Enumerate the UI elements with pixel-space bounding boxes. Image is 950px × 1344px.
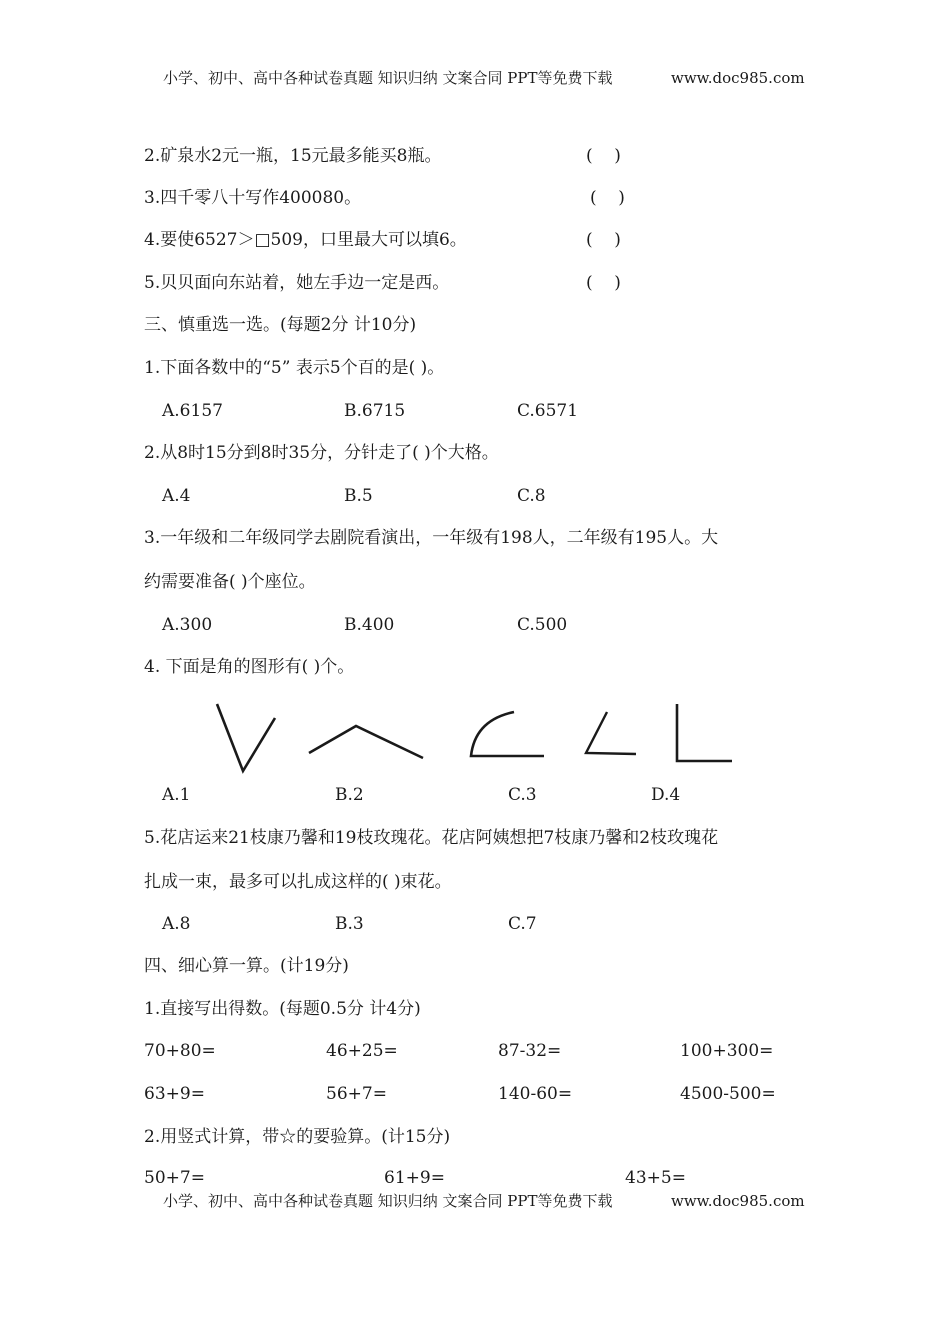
judge-question-3: 3.四千零八十写作400080。 bbox=[144, 188, 362, 208]
choice-question-1: 1.下面各数中的“5” 表示5个百的是( )。 bbox=[144, 358, 445, 378]
q4-option-c[interactable]: C.3 bbox=[508, 785, 537, 805]
vertical-calc-item: 43+5= bbox=[625, 1168, 686, 1188]
section-4-sub2-title: 2.用竖式计算，带☆的要验算。(计15分) bbox=[144, 1127, 451, 1147]
vertical-calc-item: 61+9= bbox=[384, 1168, 445, 1188]
calc-item: 140-60= bbox=[498, 1084, 573, 1104]
angle-figures bbox=[210, 698, 740, 778]
q1-option-a[interactable]: A.6157 bbox=[162, 401, 223, 421]
q5-option-a[interactable]: A.8 bbox=[162, 914, 191, 934]
page-header-url[interactable]: www.doc985.com bbox=[671, 69, 805, 87]
page-footer-url[interactable]: www.doc985.com bbox=[671, 1192, 805, 1210]
judge-answer-bracket-5[interactable]: ( ) bbox=[586, 273, 621, 293]
q2-option-a[interactable]: A.4 bbox=[162, 486, 191, 506]
choice-question-5-line2: 扎成一束，最多可以扎成这样的( )束花。 bbox=[144, 872, 452, 892]
figure-roof-angle bbox=[309, 726, 423, 758]
judge-question-5: 5.贝贝面向东站着，她左手边一定是西。 bbox=[144, 273, 450, 293]
q5-option-b[interactable]: B.3 bbox=[335, 914, 364, 934]
calc-item: 46+25= bbox=[326, 1041, 398, 1061]
figure-v-angle bbox=[217, 704, 275, 771]
calc-item: 70+80= bbox=[144, 1041, 216, 1061]
figure-curved-shape bbox=[471, 712, 544, 756]
q1-option-b[interactable]: B.6715 bbox=[344, 401, 406, 421]
page-footer-text: 小学、初中、高中各种试卷真题 知识归纳 文案合同 PPT等免费下载 bbox=[163, 1192, 613, 1210]
judge-answer-bracket-2[interactable]: ( ) bbox=[586, 146, 621, 166]
choice-question-3-line1: 3.一年级和二年级同学去剧院看演出，一年级有198人，二年级有195人。大 bbox=[144, 528, 719, 548]
section-4-sub1-title: 1.直接写出得数。(每题0.5分 计4分) bbox=[144, 999, 421, 1019]
calc-item: 63+9= bbox=[144, 1084, 205, 1104]
q4-option-a[interactable]: A.1 bbox=[162, 785, 191, 805]
calc-item: 4500-500= bbox=[680, 1084, 776, 1104]
choice-question-5-line1: 5.花店运来21枝康乃馨和19枝玫瑰花。花店阿姨想把7枝康乃馨和2枝玫瑰花 bbox=[144, 828, 719, 848]
q3-option-c[interactable]: C.500 bbox=[517, 615, 568, 635]
choice-question-3-line2: 约需要准备( )个座位。 bbox=[144, 572, 316, 592]
calc-item: 87-32= bbox=[498, 1041, 562, 1061]
calc-item: 100+300= bbox=[680, 1041, 774, 1061]
choice-question-4: 4. 下面是角的图形有( )个。 bbox=[144, 657, 355, 677]
judge-answer-bracket-4[interactable]: ( ) bbox=[586, 230, 621, 250]
judge-answer-bracket-3[interactable]: ( ) bbox=[590, 188, 625, 208]
judge-question-4: 4.要使6527＞□509，口里最大可以填6。 bbox=[144, 230, 467, 250]
q4-option-d[interactable]: D.4 bbox=[651, 785, 681, 805]
q3-option-b[interactable]: B.400 bbox=[344, 615, 395, 635]
q4-option-b[interactable]: B.2 bbox=[335, 785, 364, 805]
figure-right-angle bbox=[677, 704, 732, 761]
figure-acute-angle bbox=[586, 712, 636, 754]
q5-option-c[interactable]: C.7 bbox=[508, 914, 537, 934]
calc-item: 56+7= bbox=[326, 1084, 387, 1104]
choice-question-2: 2.从8时15分到8时35分，分针走了( )个大格。 bbox=[144, 443, 499, 463]
q2-option-c[interactable]: C.8 bbox=[517, 486, 546, 506]
page-header-text: 小学、初中、高中各种试卷真题 知识归纳 文案合同 PPT等免费下载 bbox=[163, 69, 613, 87]
q1-option-c[interactable]: C.6571 bbox=[517, 401, 579, 421]
vertical-calc-item: 50+7= bbox=[144, 1168, 205, 1188]
q2-option-b[interactable]: B.5 bbox=[344, 486, 373, 506]
section-4-title: 四、细心算一算。(计19分) bbox=[144, 956, 349, 976]
q3-option-a[interactable]: A.300 bbox=[162, 615, 213, 635]
section-3-title: 三、慎重选一选。(每题2分 计10分) bbox=[144, 315, 417, 335]
judge-question-2: 2.矿泉水2元一瓶，15元最多能买8瓶。 bbox=[144, 146, 442, 166]
